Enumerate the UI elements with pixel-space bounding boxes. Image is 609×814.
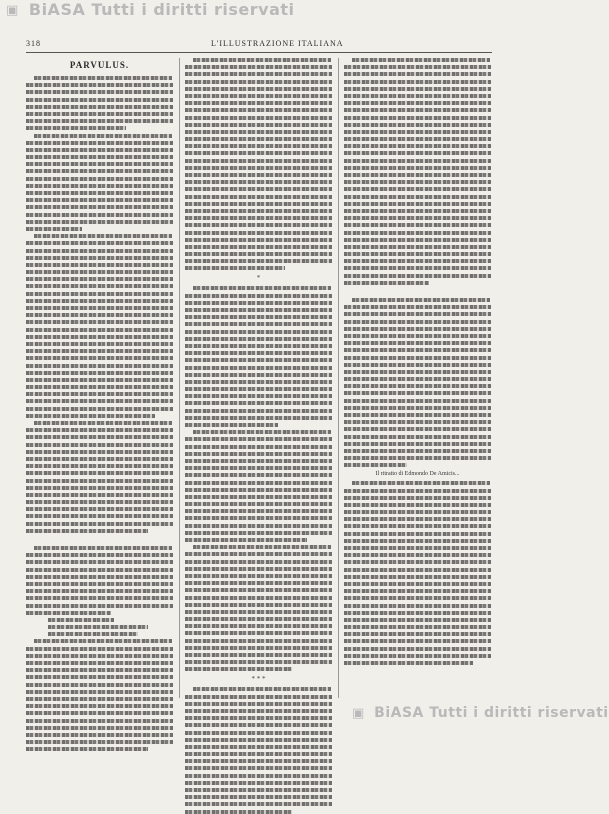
text-line bbox=[344, 524, 491, 528]
text-line bbox=[344, 195, 491, 199]
text-line bbox=[344, 72, 491, 76]
text-line bbox=[185, 774, 332, 778]
text-line bbox=[344, 510, 491, 514]
text-line bbox=[26, 299, 173, 303]
text-line bbox=[185, 180, 332, 184]
text-line bbox=[193, 430, 331, 434]
text-line bbox=[185, 259, 332, 263]
text-line bbox=[185, 695, 332, 699]
text-line bbox=[185, 810, 292, 814]
text-line bbox=[344, 116, 491, 120]
text-line bbox=[185, 416, 332, 420]
text-line bbox=[344, 238, 491, 242]
text-line bbox=[185, 344, 332, 348]
text-line bbox=[344, 327, 491, 331]
text-line bbox=[344, 348, 491, 352]
text-line bbox=[344, 137, 491, 141]
text-line bbox=[185, 716, 332, 720]
text-line bbox=[185, 294, 332, 298]
text-line bbox=[344, 173, 491, 177]
text-line bbox=[26, 256, 173, 260]
text-line bbox=[344, 101, 491, 105]
text-line bbox=[344, 596, 491, 600]
text-line bbox=[344, 456, 491, 460]
watermark-text: BiASA Tutti i diritti riservati bbox=[28, 0, 295, 19]
page-title: L'ILLUSTRAZIONE ITALIANA bbox=[211, 39, 344, 48]
text-line bbox=[185, 660, 332, 664]
text-line bbox=[344, 363, 491, 367]
text-line bbox=[185, 394, 332, 398]
text-line bbox=[185, 653, 332, 657]
text-line bbox=[26, 711, 173, 715]
text-line bbox=[26, 500, 173, 504]
text-line bbox=[344, 252, 491, 256]
text-line bbox=[26, 227, 82, 231]
text-line bbox=[26, 726, 173, 730]
text-line bbox=[185, 144, 332, 148]
text-line bbox=[344, 341, 491, 345]
text-line bbox=[185, 401, 332, 405]
text-line bbox=[185, 452, 332, 456]
header-rule bbox=[26, 52, 492, 53]
text-line bbox=[26, 241, 173, 245]
text-line bbox=[26, 371, 173, 375]
column-divider bbox=[338, 58, 339, 698]
text-line bbox=[185, 151, 332, 155]
text-line bbox=[344, 320, 491, 324]
text-line bbox=[34, 76, 172, 80]
text-line bbox=[26, 575, 173, 579]
text-line bbox=[26, 747, 148, 751]
text-line bbox=[344, 496, 491, 500]
text-line bbox=[185, 322, 332, 326]
text-line bbox=[26, 733, 173, 737]
text-line bbox=[185, 187, 332, 191]
section-separator: * * * bbox=[251, 675, 266, 684]
column-divider bbox=[179, 58, 180, 698]
text-line bbox=[185, 252, 332, 256]
text-line bbox=[344, 94, 491, 98]
text-line bbox=[26, 126, 126, 130]
text-line bbox=[26, 428, 173, 432]
text-line bbox=[26, 560, 173, 564]
text-line bbox=[344, 159, 491, 163]
text-line bbox=[344, 435, 491, 439]
text-line bbox=[344, 639, 491, 643]
text-line bbox=[185, 646, 332, 650]
text-line bbox=[344, 489, 491, 493]
text-line bbox=[185, 423, 278, 427]
paragraph-gap bbox=[26, 536, 173, 546]
text-line bbox=[185, 308, 332, 312]
text-line bbox=[344, 187, 491, 191]
text-line bbox=[344, 209, 491, 213]
text-line bbox=[26, 328, 173, 332]
text-line bbox=[26, 385, 173, 389]
text-line bbox=[344, 589, 491, 593]
text-line bbox=[344, 517, 491, 521]
text-column-2 bbox=[185, 58, 332, 698]
text-line bbox=[26, 205, 173, 209]
text-line bbox=[344, 305, 491, 309]
text-line bbox=[185, 72, 332, 76]
text-line bbox=[26, 596, 173, 600]
text-line bbox=[26, 249, 173, 253]
text-line bbox=[344, 151, 491, 155]
text-line bbox=[26, 486, 173, 490]
text-line bbox=[185, 366, 332, 370]
text-line bbox=[185, 459, 332, 463]
text-line bbox=[344, 661, 473, 665]
text-line bbox=[26, 98, 173, 102]
text-line bbox=[26, 342, 173, 346]
text-line bbox=[26, 568, 173, 572]
text-line bbox=[185, 781, 332, 785]
text-line bbox=[344, 647, 491, 651]
text-line bbox=[26, 378, 173, 382]
text-line bbox=[26, 740, 173, 744]
text-line bbox=[344, 575, 491, 579]
text-line bbox=[344, 632, 491, 636]
biasa-logo-icon: ▣ bbox=[6, 3, 19, 18]
text-line bbox=[344, 180, 491, 184]
text-line bbox=[26, 661, 173, 665]
text-line bbox=[185, 173, 332, 177]
text-line bbox=[344, 532, 491, 536]
text-line bbox=[26, 435, 173, 439]
text-line bbox=[185, 538, 307, 542]
text-line bbox=[344, 166, 491, 170]
text-line bbox=[185, 380, 332, 384]
text-line bbox=[344, 399, 491, 403]
text-line bbox=[26, 553, 173, 557]
text-line bbox=[344, 202, 491, 206]
text-line bbox=[26, 356, 173, 360]
text-line bbox=[26, 270, 173, 274]
text-line bbox=[26, 522, 173, 526]
text-line bbox=[185, 94, 332, 98]
text-line bbox=[185, 481, 332, 485]
text-line bbox=[26, 668, 173, 672]
text-line bbox=[26, 589, 173, 593]
text-line bbox=[26, 399, 173, 403]
watermark-text: BiASA Tutti i diritti riservati bbox=[374, 705, 609, 721]
text-line bbox=[344, 420, 491, 424]
text-line bbox=[185, 488, 332, 492]
text-line bbox=[26, 457, 173, 461]
text-line bbox=[185, 137, 332, 141]
text-line bbox=[344, 553, 491, 557]
text-line bbox=[344, 312, 491, 316]
text-line bbox=[26, 184, 173, 188]
text-line bbox=[26, 306, 173, 310]
text-line bbox=[185, 802, 332, 806]
text-line bbox=[185, 409, 332, 413]
text-line bbox=[26, 407, 173, 411]
text-line bbox=[344, 274, 491, 278]
text-line bbox=[185, 65, 332, 69]
text-line bbox=[48, 625, 148, 629]
text-line bbox=[185, 560, 332, 564]
text-line bbox=[26, 683, 173, 687]
text-line bbox=[185, 795, 332, 799]
watermark-top bbox=[6, 0, 295, 19]
text-line bbox=[344, 245, 491, 249]
text-line bbox=[344, 216, 491, 220]
text-line bbox=[344, 370, 491, 374]
text-line bbox=[185, 581, 332, 585]
text-line bbox=[185, 130, 332, 134]
text-line bbox=[344, 463, 407, 467]
text-line bbox=[185, 731, 332, 735]
text-line bbox=[26, 450, 173, 454]
text-line bbox=[26, 611, 111, 615]
text-line bbox=[344, 223, 491, 227]
text-line bbox=[26, 105, 173, 109]
text-line bbox=[26, 292, 173, 296]
text-line bbox=[344, 266, 491, 270]
text-line bbox=[344, 231, 491, 235]
text-line bbox=[185, 567, 332, 571]
text-line bbox=[26, 83, 173, 87]
text-line bbox=[185, 373, 332, 377]
text-line bbox=[26, 263, 173, 267]
text-line bbox=[34, 234, 172, 238]
article-title: PARVULUS. bbox=[69, 60, 130, 70]
text-line bbox=[26, 364, 173, 368]
text-line bbox=[185, 495, 332, 499]
text-line bbox=[185, 552, 332, 556]
text-line bbox=[48, 618, 114, 622]
text-line bbox=[344, 546, 491, 550]
text-line bbox=[26, 119, 173, 123]
text-line bbox=[185, 351, 332, 355]
text-line bbox=[34, 421, 172, 425]
text-line bbox=[185, 667, 292, 671]
text-line bbox=[344, 130, 491, 134]
text-line bbox=[185, 209, 332, 213]
text-line bbox=[185, 101, 332, 105]
text-line bbox=[26, 507, 173, 511]
text-line bbox=[185, 610, 332, 614]
text-line bbox=[185, 216, 332, 220]
text-line bbox=[26, 675, 173, 679]
text-line bbox=[344, 539, 491, 543]
text-line bbox=[344, 449, 491, 453]
text-line bbox=[26, 414, 155, 418]
text-line bbox=[26, 335, 173, 339]
text-line bbox=[185, 87, 332, 91]
text-line bbox=[344, 65, 491, 69]
text-line bbox=[26, 277, 173, 281]
text-line bbox=[344, 560, 491, 564]
text-line bbox=[26, 320, 173, 324]
watermark-bottom bbox=[352, 705, 609, 721]
text-line bbox=[344, 281, 429, 285]
section-separator: * bbox=[256, 274, 261, 283]
text-line bbox=[344, 618, 491, 622]
text-line bbox=[344, 259, 491, 263]
text-line bbox=[185, 166, 332, 170]
text-line bbox=[344, 442, 491, 446]
text-line bbox=[344, 611, 491, 615]
text-line bbox=[26, 198, 173, 202]
text-line bbox=[185, 195, 332, 199]
text-line bbox=[193, 687, 331, 691]
text-line bbox=[193, 58, 331, 62]
text-line bbox=[26, 169, 173, 173]
text-column-3 bbox=[344, 58, 491, 698]
text-line bbox=[26, 443, 173, 447]
text-line bbox=[26, 582, 173, 586]
text-line bbox=[185, 108, 332, 112]
text-line bbox=[185, 358, 332, 362]
text-line bbox=[344, 427, 491, 431]
text-line bbox=[185, 631, 332, 635]
text-line bbox=[26, 647, 173, 651]
text-line bbox=[185, 80, 332, 84]
text-line bbox=[185, 588, 332, 592]
text-line bbox=[344, 334, 491, 338]
text-line bbox=[185, 437, 332, 441]
text-line bbox=[185, 202, 332, 206]
text-line bbox=[185, 159, 332, 163]
text-line bbox=[26, 514, 173, 518]
text-line bbox=[26, 112, 173, 116]
text-line bbox=[26, 697, 173, 701]
text-line bbox=[185, 524, 332, 528]
text-line bbox=[352, 298, 490, 302]
text-line bbox=[185, 617, 332, 621]
text-line bbox=[185, 702, 332, 706]
text-line bbox=[344, 377, 491, 381]
text-line bbox=[26, 464, 173, 468]
text-line bbox=[344, 568, 491, 572]
text-line bbox=[26, 604, 173, 608]
text-line bbox=[185, 759, 332, 763]
text-line bbox=[185, 445, 332, 449]
text-line bbox=[344, 108, 491, 112]
text-line bbox=[185, 315, 332, 319]
text-line bbox=[344, 123, 491, 127]
text-line bbox=[185, 231, 332, 235]
text-line bbox=[185, 752, 332, 756]
text-line bbox=[26, 313, 173, 317]
text-line bbox=[344, 582, 491, 586]
text-line bbox=[26, 349, 173, 353]
text-line bbox=[26, 654, 173, 658]
text-line bbox=[185, 337, 332, 341]
text-line bbox=[26, 191, 173, 195]
text-line bbox=[344, 654, 491, 658]
text-line bbox=[185, 466, 332, 470]
text-line bbox=[26, 719, 173, 723]
text-line bbox=[344, 625, 491, 629]
text-line bbox=[26, 155, 173, 159]
text-line bbox=[26, 141, 173, 145]
text-line bbox=[26, 704, 173, 708]
text-line bbox=[34, 639, 172, 643]
text-line bbox=[185, 574, 332, 578]
text-line bbox=[185, 473, 332, 477]
text-line bbox=[48, 632, 138, 636]
text-line bbox=[26, 690, 173, 694]
text-line bbox=[185, 266, 285, 270]
text-line bbox=[34, 546, 172, 550]
text-line bbox=[26, 392, 173, 396]
biasa-logo-icon: ▣ bbox=[352, 705, 365, 721]
text-line bbox=[185, 387, 332, 391]
text-line bbox=[185, 531, 332, 535]
text-line bbox=[344, 604, 491, 608]
text-line bbox=[344, 144, 491, 148]
text-line bbox=[185, 596, 332, 600]
text-line bbox=[185, 123, 332, 127]
text-line bbox=[352, 58, 490, 62]
text-line bbox=[185, 238, 332, 242]
text-line bbox=[26, 529, 148, 533]
text-line bbox=[26, 220, 173, 224]
text-line bbox=[185, 502, 332, 506]
text-line bbox=[185, 745, 332, 749]
text-line bbox=[344, 80, 491, 84]
text-line bbox=[34, 134, 172, 138]
text-line bbox=[193, 286, 331, 290]
paragraph-gap bbox=[344, 288, 491, 298]
text-line bbox=[26, 90, 173, 94]
text-line bbox=[26, 471, 173, 475]
text-line bbox=[344, 503, 491, 507]
text-line bbox=[185, 509, 332, 513]
text-line bbox=[193, 545, 331, 549]
text-line bbox=[185, 223, 332, 227]
text-line bbox=[344, 391, 491, 395]
text-line bbox=[344, 87, 491, 91]
caption-note: Il ritratto di Edmondo De Amicis... bbox=[375, 471, 460, 478]
text-line bbox=[26, 284, 173, 288]
text-line bbox=[185, 301, 332, 305]
text-line bbox=[26, 479, 173, 483]
text-line bbox=[185, 245, 332, 249]
text-line bbox=[26, 493, 173, 497]
text-line bbox=[185, 624, 332, 628]
text-line bbox=[26, 148, 173, 152]
text-line bbox=[185, 766, 332, 770]
text-line bbox=[344, 413, 491, 417]
text-line bbox=[185, 723, 332, 727]
page-header bbox=[26, 37, 492, 51]
text-line bbox=[26, 162, 173, 166]
text-line bbox=[185, 639, 332, 643]
text-line bbox=[185, 603, 332, 607]
text-line bbox=[352, 481, 490, 485]
text-line bbox=[185, 788, 332, 792]
text-line bbox=[344, 406, 491, 410]
text-line bbox=[185, 330, 332, 334]
text-column-1 bbox=[26, 58, 173, 698]
text-line bbox=[185, 116, 332, 120]
text-line bbox=[185, 738, 332, 742]
text-line bbox=[26, 177, 173, 181]
text-line bbox=[26, 213, 173, 217]
text-line bbox=[185, 709, 332, 713]
text-line bbox=[344, 356, 491, 360]
text-line bbox=[344, 384, 491, 388]
text-line bbox=[185, 516, 332, 520]
page-number: 318 bbox=[26, 39, 41, 48]
